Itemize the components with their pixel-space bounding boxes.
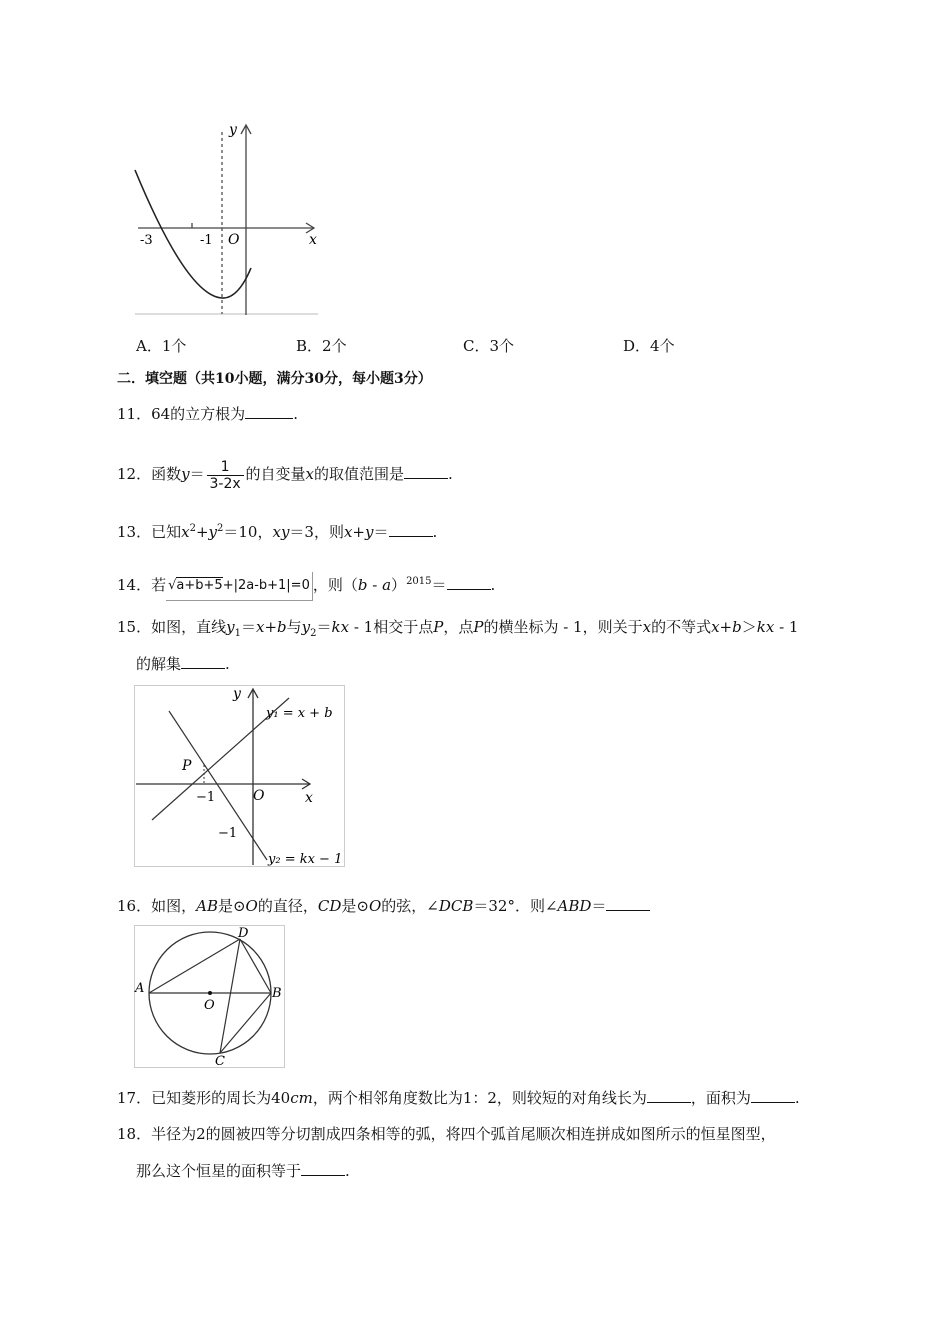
question-14: 14．若 √a+b+5+|2a-b+1|=0 ，则（b - a）$^{2015}$＝ . — [117, 571, 495, 601]
q15-answer-blank[interactable] — [181, 654, 225, 669]
q15-label-p: P — [182, 758, 192, 774]
q16-label-o: O — [204, 998, 215, 1013]
question-12: 12．函数y＝ $\frac{1}{3-2x}$ 的自变量x的取值范围是 . — [117, 458, 453, 492]
q17-answer-blank-1[interactable] — [647, 1088, 691, 1103]
q18-answer-blank[interactable] — [301, 1161, 345, 1176]
q14-expression: √a+b+5+|2a-b+1|=0 — [166, 572, 313, 601]
q16-label-a: A — [135, 981, 145, 996]
q10-label-neg1: -1 — [200, 233, 213, 248]
q10-label-x: x — [309, 232, 317, 248]
q10-option-b: B．2个 — [296, 337, 347, 355]
question-17: 17．已知菱形的周长为40cm，两个相邻角度数比为1：2，则较短的对角线长为 ，面积为 . — [117, 1089, 800, 1107]
section-2-title: 二．填空题（共10小题，满分30分，每小题3分） — [117, 371, 432, 387]
q15-label-y: y — [233, 686, 241, 702]
q16-label-d: D — [238, 926, 249, 941]
q15-tick-x: −1 — [196, 790, 216, 805]
q15-label-x: x — [305, 790, 313, 806]
question-15-line-1: 15．如图，直线$y_1=x+b$与$y_2=kx - 1$相交于点P，点P的横坐标为 - 1，则关于x的不等式x+b＞kx - 1 — [117, 618, 799, 639]
q10-option-d: D．4个 — [623, 337, 675, 355]
q16-center-dot — [208, 991, 212, 995]
q15-lines-graph — [134, 685, 346, 869]
question-15-line-2: 的解集 . — [136, 655, 230, 673]
q17-answer-blank-2[interactable] — [751, 1088, 795, 1103]
q15-tick-y: −1 — [218, 826, 238, 841]
q10-label-neg3: -3 — [140, 233, 153, 248]
q15-line1-label: y₁ = x + b — [266, 706, 333, 721]
q10-label-y: y — [229, 122, 237, 138]
question-16: 16．如图，AB是⊙O的直径，CD是⊙O的弦，∠DCB＝32°．则∠ABD＝ — [117, 896, 650, 916]
question-13: 13．已知$x^2+y^2=10$，xy＝3，则x+y＝ . — [117, 523, 438, 541]
q16-chord-ad — [149, 939, 240, 993]
question-18-line-2: 那么这个恒星的面积等于 . — [136, 1162, 350, 1180]
q16-circle-graph — [134, 925, 286, 1069]
q12-answer-blank[interactable] — [404, 464, 448, 479]
q16-label-b: B — [272, 986, 282, 1001]
q16-chord-db — [240, 939, 271, 993]
q11-answer-blank[interactable] — [245, 404, 293, 419]
q16-chord-cd — [220, 939, 240, 1053]
question-11: 11．64的立方根为 . — [117, 405, 298, 423]
q15-line2-label: y₂ = kx − 1 — [268, 852, 343, 867]
q16-label-c: C — [215, 1054, 225, 1069]
q16-graph-frame — [135, 926, 285, 1068]
question-18-line-1: 18．半径为2的圆被四等分切割成四条相等的弧，将四个弧首尾顺次相连拼成如图所示的恒星图型， — [117, 1125, 776, 1143]
q14-answer-blank[interactable] — [447, 575, 491, 590]
q10-parabola-graph — [130, 120, 325, 320]
q12-fraction: $\frac{1}{3-2x}$ — [207, 459, 244, 492]
q15-label-origin: O — [253, 788, 265, 804]
q10-option-c: C．3个 — [463, 337, 515, 355]
q13-answer-blank[interactable] — [389, 522, 433, 537]
q10-option-a: A．1个 — [136, 337, 187, 355]
q10-label-origin: O — [228, 232, 240, 248]
q16-answer-blank[interactable] — [606, 896, 650, 911]
